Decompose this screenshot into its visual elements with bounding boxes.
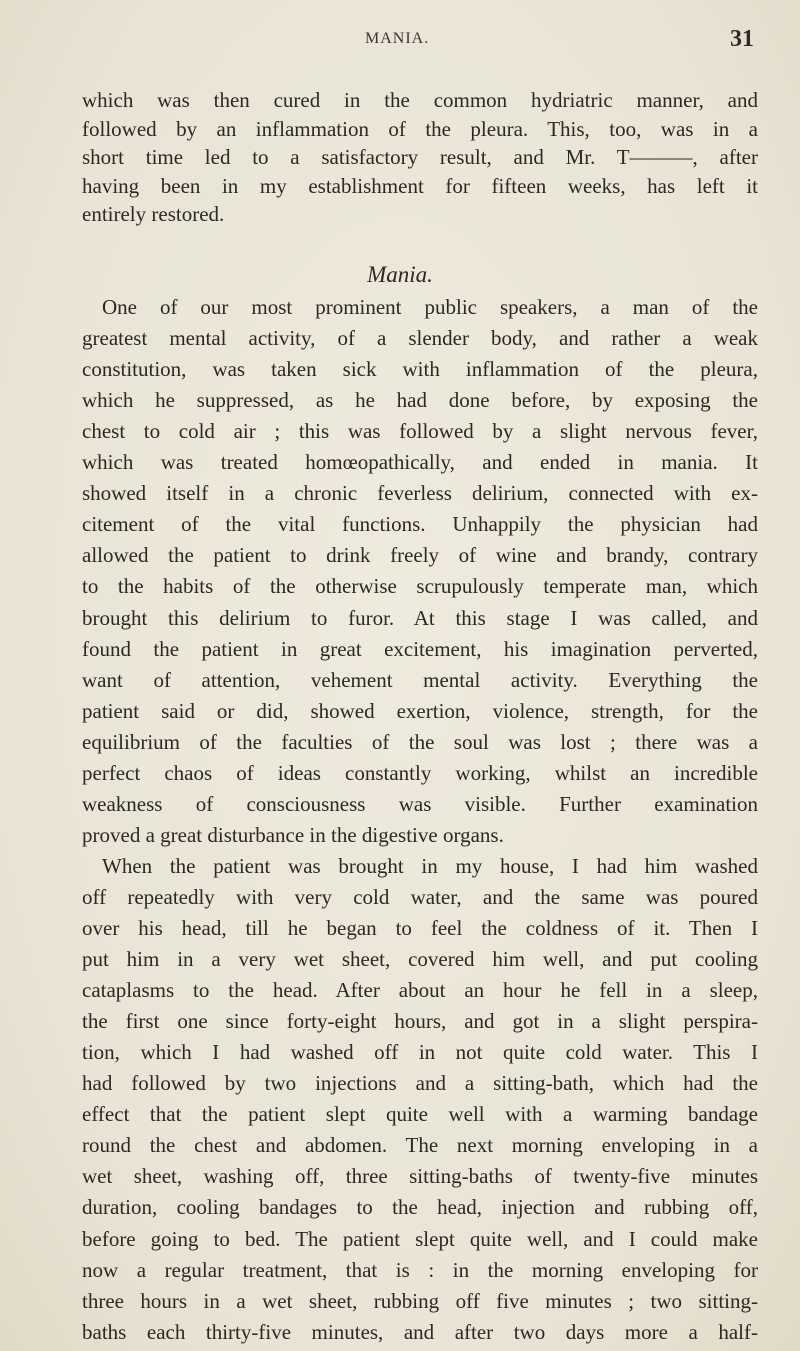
text-line: chest to cold air ; this was followed by a slight nervous fever, bbox=[82, 419, 758, 444]
text-line: equilibrium of the faculties of the soul was lost ; there was a bbox=[82, 729, 758, 754]
text-line: round the chest and abdomen. The next morning enveloping in a bbox=[82, 1133, 758, 1158]
text-line: which he suppressed, as he had done before, by exposing the bbox=[82, 388, 758, 413]
text-line: want of attention, vehement mental activity. Everything the bbox=[82, 667, 758, 692]
text-line: effect that the patient slept quite well with a warming bandage bbox=[82, 1102, 758, 1127]
text-line: duration, cooling bandages to the head, injection and rubbing off, bbox=[82, 1195, 758, 1220]
text-line: off repeatedly with very cold water, and the same was poured bbox=[82, 884, 758, 909]
text-line: showed itself in a chronic feverless delirium, connected with ex- bbox=[82, 481, 758, 506]
text-line: When the patient was brought in my house, I had him washed bbox=[102, 853, 758, 878]
text-line: baths each thirty-five minutes, and after two days more a half- bbox=[82, 1319, 758, 1344]
text-line: cataplasms to the head. After about an hour he fell in a sleep, bbox=[82, 978, 758, 1003]
text-line: having been in my establishment for fifteen weeks, has left it bbox=[82, 173, 758, 198]
text-line: entirely restored. bbox=[82, 202, 225, 227]
text-line: weakness of consciousness was visible. Further examination bbox=[82, 791, 758, 816]
text-line: tion, which I had washed off in not quite cold water. This I bbox=[82, 1040, 758, 1065]
text-line: put him in a very wet sheet, covered him well, and put cooling bbox=[82, 947, 758, 972]
text-line: patient said or did, showed exertion, violence, strength, for the bbox=[82, 698, 758, 723]
text-line: One of our most prominent public speakers, a man of the bbox=[102, 295, 758, 319]
text-line: found the patient in great excitement, his imagination perverted, bbox=[82, 636, 758, 661]
text-line: constitution, was taken sick with inflammation of the pleura, bbox=[82, 357, 758, 382]
text-line: which was treated homœopathically, and ended in mania. It bbox=[82, 450, 758, 475]
text-line: had followed by two injections and a sitting-bath, which had the bbox=[82, 1071, 758, 1096]
text-line: now a regular treatment, that is : in the morning enveloping for bbox=[82, 1257, 758, 1282]
text-line: wet sheet, washing off, three sitting-baths of twenty-five minutes bbox=[82, 1164, 758, 1189]
text-line: to the habits of the otherwise scrupulously temperate man, which bbox=[82, 574, 758, 599]
text-line: brought this delirium to furor. At this stage I was called, and bbox=[82, 605, 758, 630]
text-line: allowed the patient to drink freely of wine and brandy, contrary bbox=[82, 543, 758, 568]
text-line: citement of the vital functions. Unhappily the physician had bbox=[82, 512, 758, 537]
text-line: greatest mental activity, of a slender body, and rather a weak bbox=[82, 326, 758, 351]
text-line: proved a great disturbance in the digestive organs. bbox=[82, 822, 504, 847]
text-line: the first one since forty-eight hours, and got in a slight perspira- bbox=[82, 1009, 758, 1034]
text-line: followed by an inflammation of the pleura. This, too, was in a bbox=[82, 116, 758, 141]
section-heading: Mania. bbox=[367, 262, 433, 287]
text-line: short time led to a satisfactory result, and Mr. T———, after bbox=[82, 145, 758, 170]
text-line: three hours in a wet sheet, rubbing off five minutes ; two sitting- bbox=[82, 1288, 758, 1313]
text-line: before going to bed. The patient slept quite well, and I could make bbox=[82, 1226, 758, 1251]
page-number: 31 bbox=[730, 26, 754, 52]
text-line: perfect chaos of ideas constantly working, whilst an incredible bbox=[82, 760, 758, 785]
text-line: which was then cured in the common hydriatric manner, and bbox=[82, 88, 758, 112]
running-title: MANIA. bbox=[365, 30, 430, 47]
text-line: over his head, till he began to feel the coldness of it. Then I bbox=[82, 916, 758, 940]
